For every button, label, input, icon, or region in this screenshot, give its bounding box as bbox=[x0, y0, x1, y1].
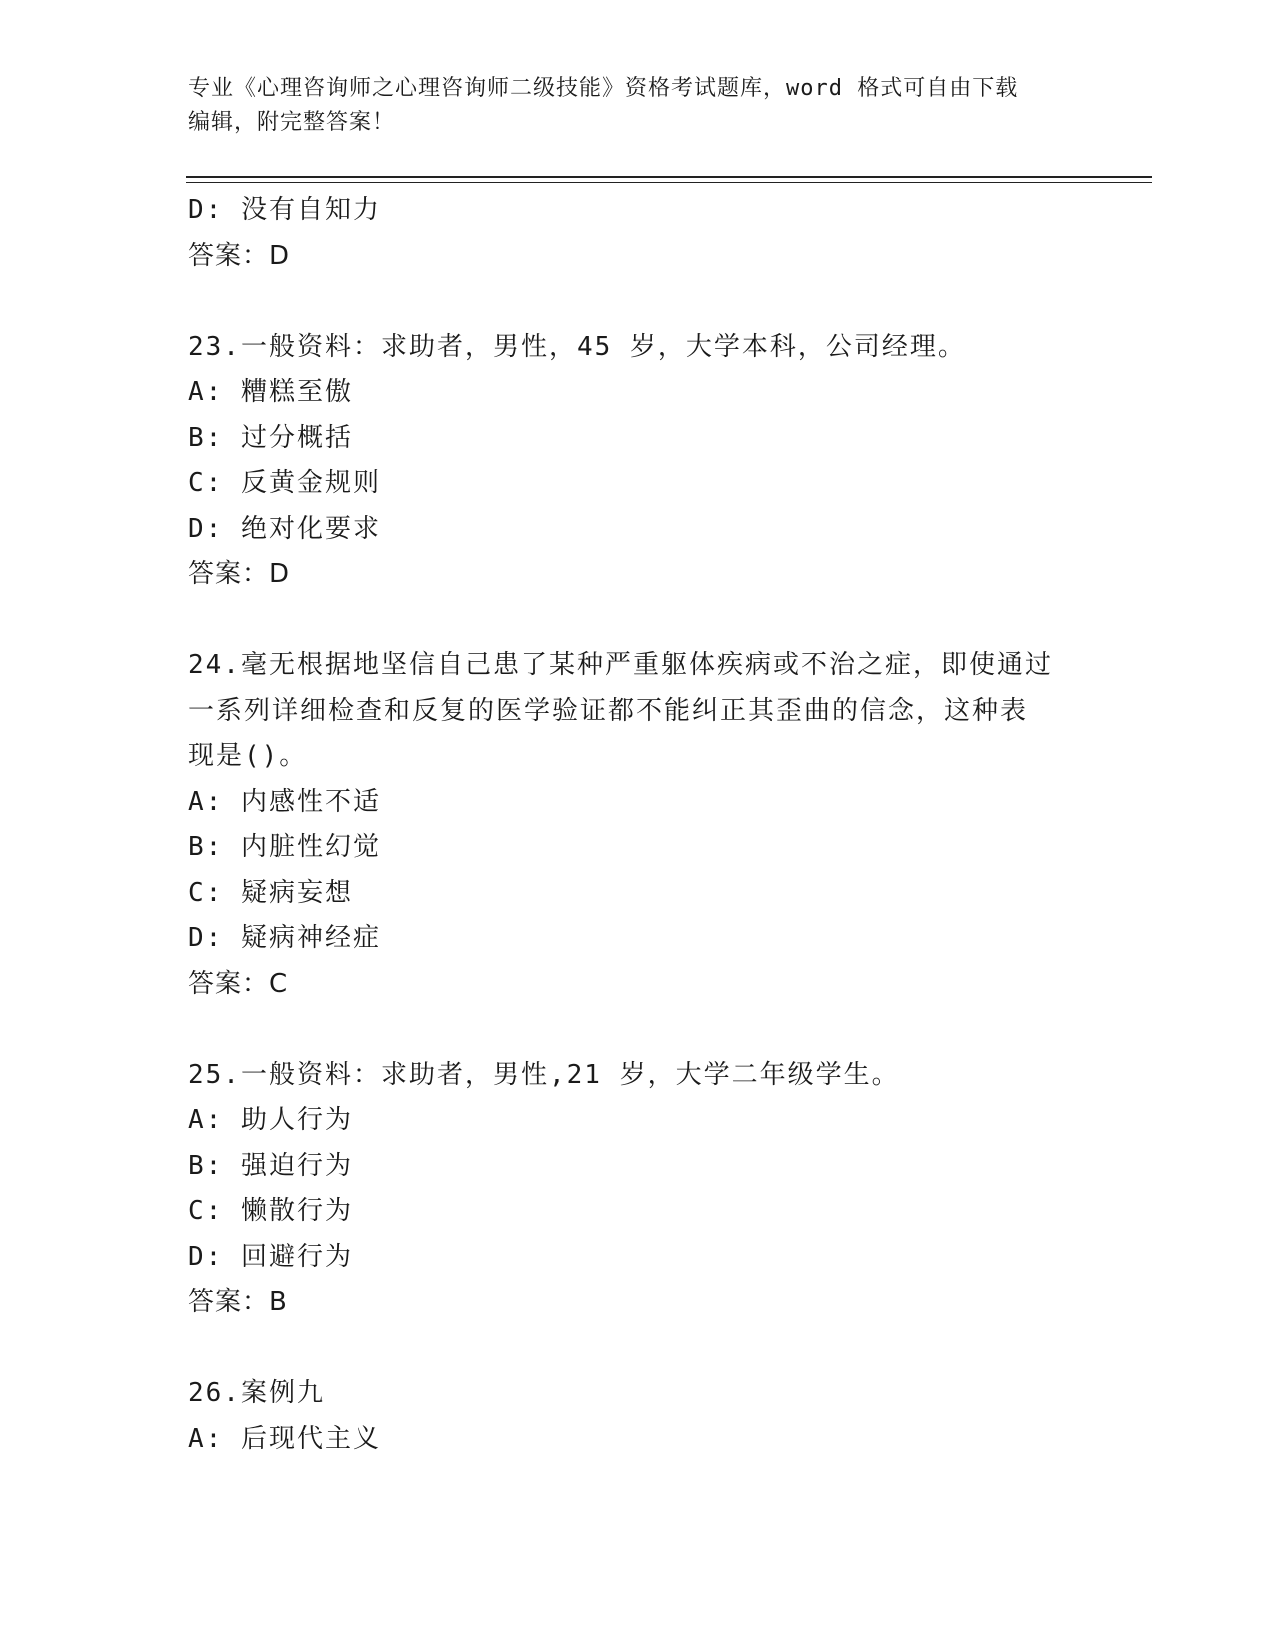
option-d: D: 绝对化要求 bbox=[188, 513, 381, 544]
answer-line: 答案：D bbox=[188, 240, 291, 271]
option-d: D: 没有自知力 bbox=[188, 195, 381, 225]
spacer bbox=[188, 279, 1088, 325]
spacer bbox=[188, 1007, 1088, 1053]
question-23 bbox=[188, 325, 1088, 598]
header-line-1: 专业《心理咨询师之心理咨询师二级技能》资格考试题库，word 格式可自由下载 bbox=[188, 76, 1019, 101]
option-c: C: 懒散行为 bbox=[188, 1196, 353, 1226]
question-stem-line-3: 现是()。 bbox=[188, 741, 308, 771]
question-stem: 25.一般资料：求助者，男性,21 岁，大学二年级学生。 bbox=[188, 1059, 900, 1090]
question-stem: 23.一般资料：求助者，男性，45 岁，大学本科，公司经理。 bbox=[188, 331, 966, 362]
question-stem-line-2: 一系列详细检查和反复的医学验证都不能纠正其歪曲的信念，这种表 bbox=[188, 695, 1029, 726]
question-content bbox=[188, 188, 1088, 1462]
header-line-2: 编辑，附完整答案！ bbox=[188, 110, 396, 135]
option-a: A: 助人行为 bbox=[188, 1105, 353, 1135]
option-b: B: 过分概括 bbox=[188, 422, 353, 453]
question-25 bbox=[188, 1053, 1088, 1326]
question-26 bbox=[188, 1371, 1088, 1462]
question-stem-line-1: 24.毫无根据地坚信自己患了某种严重躯体疾病或不治之症，即使通过 bbox=[188, 650, 1053, 680]
option-c: C: 反黄金规则 bbox=[188, 468, 381, 498]
option-d: D: 疑病神经症 bbox=[188, 923, 381, 953]
document-header bbox=[188, 72, 1088, 140]
header-divider-thin bbox=[186, 182, 1152, 183]
spacer bbox=[188, 1326, 1088, 1372]
question-22-tail bbox=[188, 188, 1088, 279]
option-b: B: 内脏性幻觉 bbox=[188, 832, 381, 862]
spacer bbox=[188, 598, 1088, 644]
option-a: A: 后现代主义 bbox=[188, 1423, 381, 1454]
header-divider-thick bbox=[186, 176, 1152, 178]
option-b: B: 强迫行为 bbox=[188, 1150, 353, 1181]
answer-line: 答案：D bbox=[188, 559, 291, 589]
option-d: D: 回避行为 bbox=[188, 1241, 353, 1272]
answer-line: 答案：C bbox=[188, 968, 289, 999]
option-a: A: 糟糕至傲 bbox=[188, 377, 353, 407]
question-24 bbox=[188, 643, 1088, 1007]
question-stem: 26.案例九 bbox=[188, 1378, 325, 1408]
option-c: C: 疑病妄想 bbox=[188, 877, 353, 908]
option-a: A: 内感性不适 bbox=[188, 786, 381, 817]
answer-line: 答案：B bbox=[188, 1287, 288, 1317]
